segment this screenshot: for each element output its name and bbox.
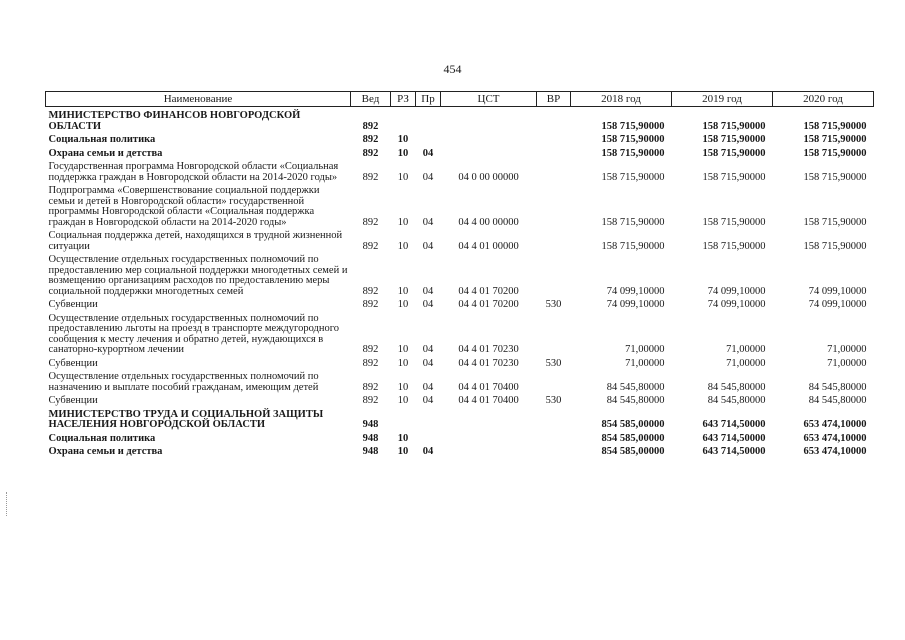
cell-2019: 84 545,80000 bbox=[707, 395, 766, 406]
cell-rz: 10 bbox=[397, 344, 409, 355]
cell-rz: 10 bbox=[397, 432, 409, 444]
cell-pr: 04 bbox=[422, 381, 434, 393]
cell-2019: 71,00000 bbox=[726, 344, 766, 355]
cell-cst bbox=[441, 433, 537, 447]
cell-cst: 04 4 00 00000 bbox=[458, 216, 519, 228]
cell-vr bbox=[537, 254, 571, 299]
header-2019: 2019 год bbox=[672, 92, 773, 107]
cell-2020: 84 545,80000 bbox=[808, 381, 867, 393]
budget-table bbox=[45, 91, 874, 460]
cell-pr: 04 bbox=[422, 357, 434, 369]
cell-ved: 892 bbox=[362, 344, 379, 355]
cell-2018: 71,00000 bbox=[625, 344, 665, 355]
table-row bbox=[46, 433, 874, 447]
header-ved: Вед bbox=[351, 92, 391, 107]
cell-2018: 74 099,10000 bbox=[606, 299, 665, 310]
table-row bbox=[46, 161, 874, 185]
cell-vr bbox=[537, 230, 571, 254]
cell-2018: 158 715,90000 bbox=[601, 171, 665, 183]
table-row bbox=[46, 446, 874, 460]
cell-2019: 158 715,90000 bbox=[702, 240, 766, 252]
header-pr: Пр bbox=[416, 92, 441, 107]
cell-cst: 04 4 01 70230 bbox=[458, 357, 519, 369]
cell-2019: 643 714,50000 bbox=[702, 432, 766, 444]
cell-cst: 04 4 01 70200 bbox=[458, 299, 519, 310]
cell-vr bbox=[537, 433, 571, 447]
cell-cst: 04 4 01 00000 bbox=[458, 240, 519, 252]
cell-name: Охрана семьи и детства bbox=[48, 446, 163, 457]
cell-cst bbox=[441, 148, 537, 162]
cell-2018: 854 585,00000 bbox=[601, 446, 665, 457]
cell-cst bbox=[441, 134, 537, 148]
header-name: Наименование bbox=[46, 92, 351, 107]
cell-2019: 71,00000 bbox=[726, 357, 766, 369]
table-row bbox=[46, 185, 874, 230]
cell-cst bbox=[441, 107, 537, 135]
cell-2020: 158 715,90000 bbox=[803, 147, 867, 159]
cell-2018: 84 545,80000 bbox=[606, 381, 665, 393]
page-number: 454 bbox=[443, 62, 462, 76]
cell-2018: 158 715,90000 bbox=[601, 240, 665, 252]
cell-2018: 158 715,90000 bbox=[601, 147, 665, 159]
table-row bbox=[46, 299, 874, 313]
cell-pr: 04 bbox=[422, 446, 434, 457]
cell-2018: 854 585,00000 bbox=[601, 419, 665, 430]
cell-vr bbox=[537, 409, 571, 433]
cell-pr: 04 bbox=[422, 171, 434, 183]
cell-rz: 10 bbox=[397, 446, 409, 457]
cell-ved: 892 bbox=[362, 240, 379, 252]
cell-vr bbox=[537, 134, 571, 148]
table-row bbox=[46, 358, 874, 372]
cell-cst bbox=[441, 409, 537, 433]
cell-ved: 892 bbox=[362, 171, 379, 183]
cell-vr bbox=[537, 446, 571, 460]
cell-rz: 10 bbox=[397, 357, 409, 369]
table-row bbox=[46, 148, 874, 162]
cell-pr: 04 bbox=[422, 344, 434, 355]
cell-2019: 158 715,90000 bbox=[702, 171, 766, 183]
cell-2020: 653 474,10000 bbox=[803, 432, 867, 444]
cell-name: МИНИСТЕРСТВО ФИНАНСОВ НОВГОРОДСКОЙ ОБЛАСТИ bbox=[48, 110, 301, 132]
table-row bbox=[46, 134, 874, 148]
cell-pr bbox=[416, 409, 441, 433]
cell-name: Социальная политика bbox=[48, 134, 156, 145]
cell-2020: 84 545,80000 bbox=[808, 395, 867, 406]
cell-ved: 948 bbox=[362, 419, 379, 430]
cell-2020: 74 099,10000 bbox=[808, 299, 867, 310]
table-row bbox=[46, 395, 874, 409]
cell-pr: 04 bbox=[422, 299, 434, 310]
cell-2019: 158 715,90000 bbox=[702, 216, 766, 228]
scan-margin-mark bbox=[6, 492, 9, 516]
cell-2019: 158 715,90000 bbox=[702, 120, 766, 132]
cell-2018: 158 715,90000 bbox=[601, 216, 665, 228]
cell-rz: 10 bbox=[397, 381, 409, 393]
cell-rz bbox=[391, 107, 416, 135]
cell-rz: 10 bbox=[397, 171, 409, 183]
cell-ved: 892 bbox=[362, 147, 379, 159]
cell-2020: 74 099,10000 bbox=[808, 285, 867, 297]
cell-cst: 04 0 00 00000 bbox=[458, 171, 519, 183]
cell-ved: 892 bbox=[362, 216, 379, 228]
table-row bbox=[46, 313, 874, 358]
cell-vr bbox=[537, 107, 571, 135]
cell-name: Субвенции bbox=[48, 357, 98, 369]
cell-2020: 71,00000 bbox=[827, 344, 867, 355]
cell-cst: 04 4 01 70200 bbox=[458, 285, 519, 297]
cell-2018: 158 715,90000 bbox=[601, 134, 665, 145]
cell-pr: 04 bbox=[422, 216, 434, 228]
cell-2019: 84 545,80000 bbox=[707, 381, 766, 393]
cell-vr bbox=[537, 161, 571, 185]
table-row bbox=[46, 230, 874, 254]
cell-name: Государственная программа Новгородской области «Социальная поддержка граждан в Новгородской области на 2014-2020 годы» bbox=[48, 161, 339, 183]
cell-2018: 158 715,90000 bbox=[601, 120, 665, 132]
cell-2019: 74 099,10000 bbox=[707, 285, 766, 297]
cell-vr bbox=[537, 148, 571, 162]
cell-rz: 10 bbox=[397, 299, 409, 310]
cell-rz: 10 bbox=[397, 216, 409, 228]
cell-name: Субвенции bbox=[48, 299, 98, 310]
cell-ved: 948 bbox=[362, 432, 379, 444]
cell-2020: 158 715,90000 bbox=[803, 134, 867, 145]
cell-pr bbox=[416, 134, 441, 148]
cell-pr: 04 bbox=[422, 240, 434, 252]
cell-ved: 948 bbox=[362, 446, 379, 457]
cell-name: Социальная политика bbox=[48, 432, 156, 444]
cell-ved: 892 bbox=[362, 285, 379, 297]
cell-vr: 530 bbox=[545, 299, 562, 310]
header-rz: РЗ bbox=[391, 92, 416, 107]
cell-pr bbox=[416, 433, 441, 447]
header-2018: 2018 год bbox=[571, 92, 672, 107]
cell-vr bbox=[537, 371, 571, 395]
header-2020: 2020 год bbox=[773, 92, 874, 107]
table-row bbox=[46, 254, 874, 299]
cell-pr: 04 bbox=[422, 147, 434, 159]
cell-ved: 892 bbox=[362, 357, 379, 369]
table-row bbox=[46, 107, 874, 135]
cell-2018: 84 545,80000 bbox=[606, 395, 665, 406]
header-cst: ЦСТ bbox=[441, 92, 537, 107]
cell-vr: 530 bbox=[545, 395, 562, 406]
cell-vr bbox=[537, 185, 571, 230]
cell-2019: 74 099,10000 bbox=[707, 299, 766, 310]
cell-2020: 71,00000 bbox=[827, 357, 867, 369]
table-header-row bbox=[46, 92, 874, 107]
cell-pr: 04 bbox=[422, 395, 434, 406]
header-vr: ВР bbox=[537, 92, 571, 107]
cell-2018: 74 099,10000 bbox=[606, 285, 665, 297]
cell-vr bbox=[537, 313, 571, 358]
cell-cst: 04 4 01 70400 bbox=[458, 395, 519, 406]
cell-vr: 530 bbox=[545, 357, 562, 369]
cell-rz: 10 bbox=[397, 240, 409, 252]
cell-2018: 854 585,00000 bbox=[601, 432, 665, 444]
cell-ved: 892 bbox=[362, 395, 379, 406]
cell-name: Охрана семьи и детства bbox=[48, 147, 163, 159]
cell-rz: 10 bbox=[397, 134, 409, 145]
cell-ved: 892 bbox=[362, 120, 379, 132]
cell-2020: 158 715,90000 bbox=[803, 216, 867, 228]
cell-2018: 71,00000 bbox=[625, 357, 665, 369]
cell-rz: 10 bbox=[397, 285, 409, 297]
cell-2020: 158 715,90000 bbox=[803, 240, 867, 252]
cell-ved: 892 bbox=[362, 134, 379, 145]
cell-rz: 10 bbox=[397, 147, 409, 159]
cell-rz: 10 bbox=[397, 395, 409, 406]
cell-cst: 04 4 01 70400 bbox=[458, 381, 519, 393]
cell-name: Социальная поддержка детей, находящихся в трудной жизненной ситуации bbox=[48, 230, 343, 252]
cell-ved: 892 bbox=[362, 299, 379, 310]
cell-name: Осуществление отдельных государственных полномочий по предоставлению льготы на проезд в транспорте междугородного сообщения к месту лечения и обратно детей, нуждающихся в санаторно-курортном лечении bbox=[48, 312, 340, 355]
cell-name: Подпрограмма «Совершенствование социальной поддержки семьи и детей в Новгородской области» государственной программы Новгородской области «Социальная поддержка граждан в Новгородской области на 2014-2020 годы» bbox=[48, 185, 320, 228]
cell-name: Осуществление отдельных государственных полномочий по предоставлению мер социальной поддержки многодетных семей и возмещению организациям расходов по предоставлению меры социальной поддержки многодетных семей bbox=[48, 254, 348, 297]
table-row bbox=[46, 409, 874, 433]
cell-2020: 158 715,90000 bbox=[803, 171, 867, 183]
cell-2020: 653 474,10000 bbox=[803, 446, 867, 457]
cell-name: Субвенции bbox=[48, 395, 98, 406]
cell-name: МИНИСТЕРСТВО ТРУДА И СОЦИАЛЬНОЙ ЗАЩИТЫ НАСЕЛЕНИЯ НОВГОРОДСКОЙ ОБЛАСТИ bbox=[48, 408, 324, 430]
cell-pr: 04 bbox=[422, 285, 434, 297]
cell-2019: 158 715,90000 bbox=[702, 134, 766, 145]
cell-rz bbox=[391, 409, 416, 433]
cell-name: Осуществление отдельных государственных полномочий по назначению и выплате пособий гражданам, имеющим детей bbox=[48, 371, 319, 393]
cell-ved: 892 bbox=[362, 381, 379, 393]
cell-2019: 158 715,90000 bbox=[702, 147, 766, 159]
cell-cst bbox=[441, 446, 537, 460]
cell-2020: 158 715,90000 bbox=[803, 120, 867, 132]
cell-pr bbox=[416, 107, 441, 135]
cell-2020: 653 474,10000 bbox=[803, 419, 867, 430]
table-row bbox=[46, 371, 874, 395]
cell-cst: 04 4 01 70230 bbox=[458, 344, 519, 355]
cell-2019: 643 714,50000 bbox=[702, 419, 766, 430]
cell-2019: 643 714,50000 bbox=[702, 446, 766, 457]
table-body bbox=[46, 107, 874, 460]
